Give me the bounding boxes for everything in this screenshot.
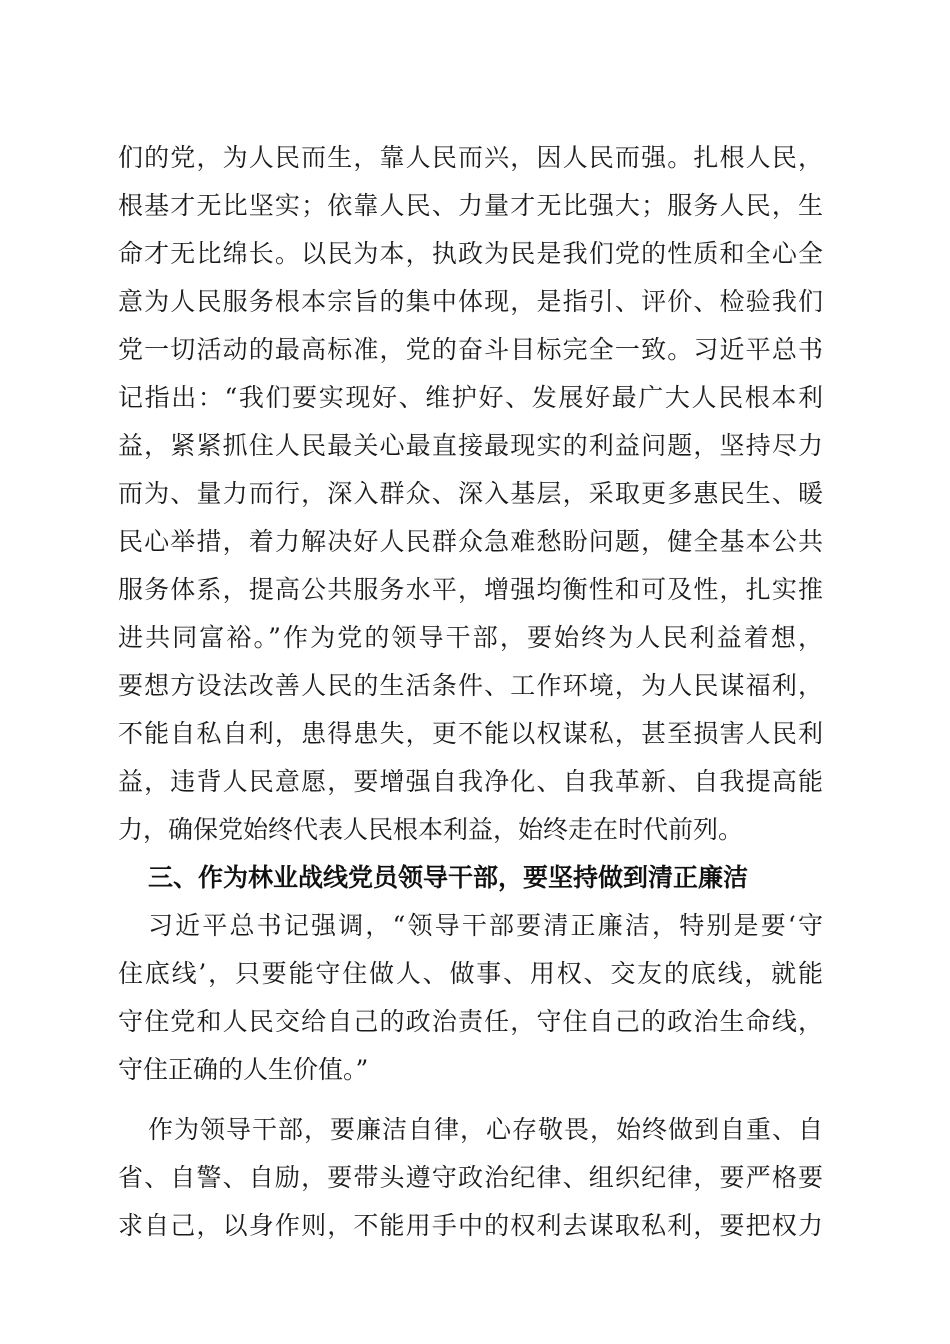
paragraph-1-line: 命才无比绵长。以民为本，执政为民是我们党的性质和全心全 <box>118 239 823 268</box>
section-heading: 三、作为林业战线党员领导干部，要坚持做到清正廉洁 <box>148 863 749 892</box>
paragraph-1-line: 进共同富裕。”作为党的领导干部，要始终为人民利益着想， <box>118 623 823 652</box>
paragraph-1-line: 而为、量力而行，深入群众、深入基层，采取更多惠民生、暖 <box>118 479 823 508</box>
paragraph-1-line: 意为人民服务根本宗旨的集中体现，是指引、评价、检验我们 <box>118 287 823 316</box>
paragraph-3-line: 省、自警、自励，要带头遵守政治纪律、组织纪律，要严格要 <box>118 1163 823 1192</box>
paragraph-1-line: 根基才无比坚实；依靠人民、力量才无比强大；服务人民，生 <box>118 191 823 220</box>
paragraph-3-line: 作为领导干部，要廉洁自律，心存敬畏，始终做到自重、自 <box>148 1115 823 1144</box>
paragraph-2-line: 守住党和人民交给自己的政治责任，守住自己的政治生命线， <box>118 1007 823 1036</box>
paragraph-1-line: 益，紧紧抓住人民最关心最直接最现实的利益问题，坚持尽力 <box>118 431 823 460</box>
paragraph-2-line: 守住正确的人生价值。” <box>118 1055 369 1084</box>
paragraph-1-line: 不能自私自利，患得患失，更不能以权谋私，甚至损害人民利 <box>118 719 823 748</box>
paragraph-1-line: 力，确保党始终代表人民根本利益，始终走在时代前列。 <box>118 815 744 844</box>
paragraph-1-line: 们的党，为人民而生，靠人民而兴，因人民而强。扎根人民， <box>118 143 823 172</box>
paragraph-1-line: 要想方设法改善人民的生活条件、工作环境，为人民谋福利， <box>118 671 823 700</box>
paragraph-1-line: 服务体系，提高公共服务水平，增强均衡性和可及性，扎实推 <box>118 575 823 604</box>
paragraph-1-line: 民心举措，着力解决好人民群众急难愁盼问题，健全基本公共 <box>118 527 823 556</box>
paragraph-2-line: 习近平总书记强调，“领导干部要清正廉洁，特别是要‘守 <box>148 911 823 940</box>
paragraph-1-line: 党一切活动的最高标准，党的奋斗目标完全一致。习近平总书 <box>118 335 823 364</box>
paragraph-1-line: 记指出：“我们要实现好、维护好、发展好最广大人民根本利 <box>118 383 823 412</box>
paragraph-2-line: 住底线’，只要能守住做人、做事、用权、交友的底线，就能 <box>118 959 823 988</box>
paragraph-1-line: 益，违背人民意愿，要增强自我净化、自我革新、自我提高能 <box>118 767 823 796</box>
paragraph-3-line: 求自己，以身作则，不能用手中的权利去谋取私利，要把权力 <box>118 1211 823 1240</box>
